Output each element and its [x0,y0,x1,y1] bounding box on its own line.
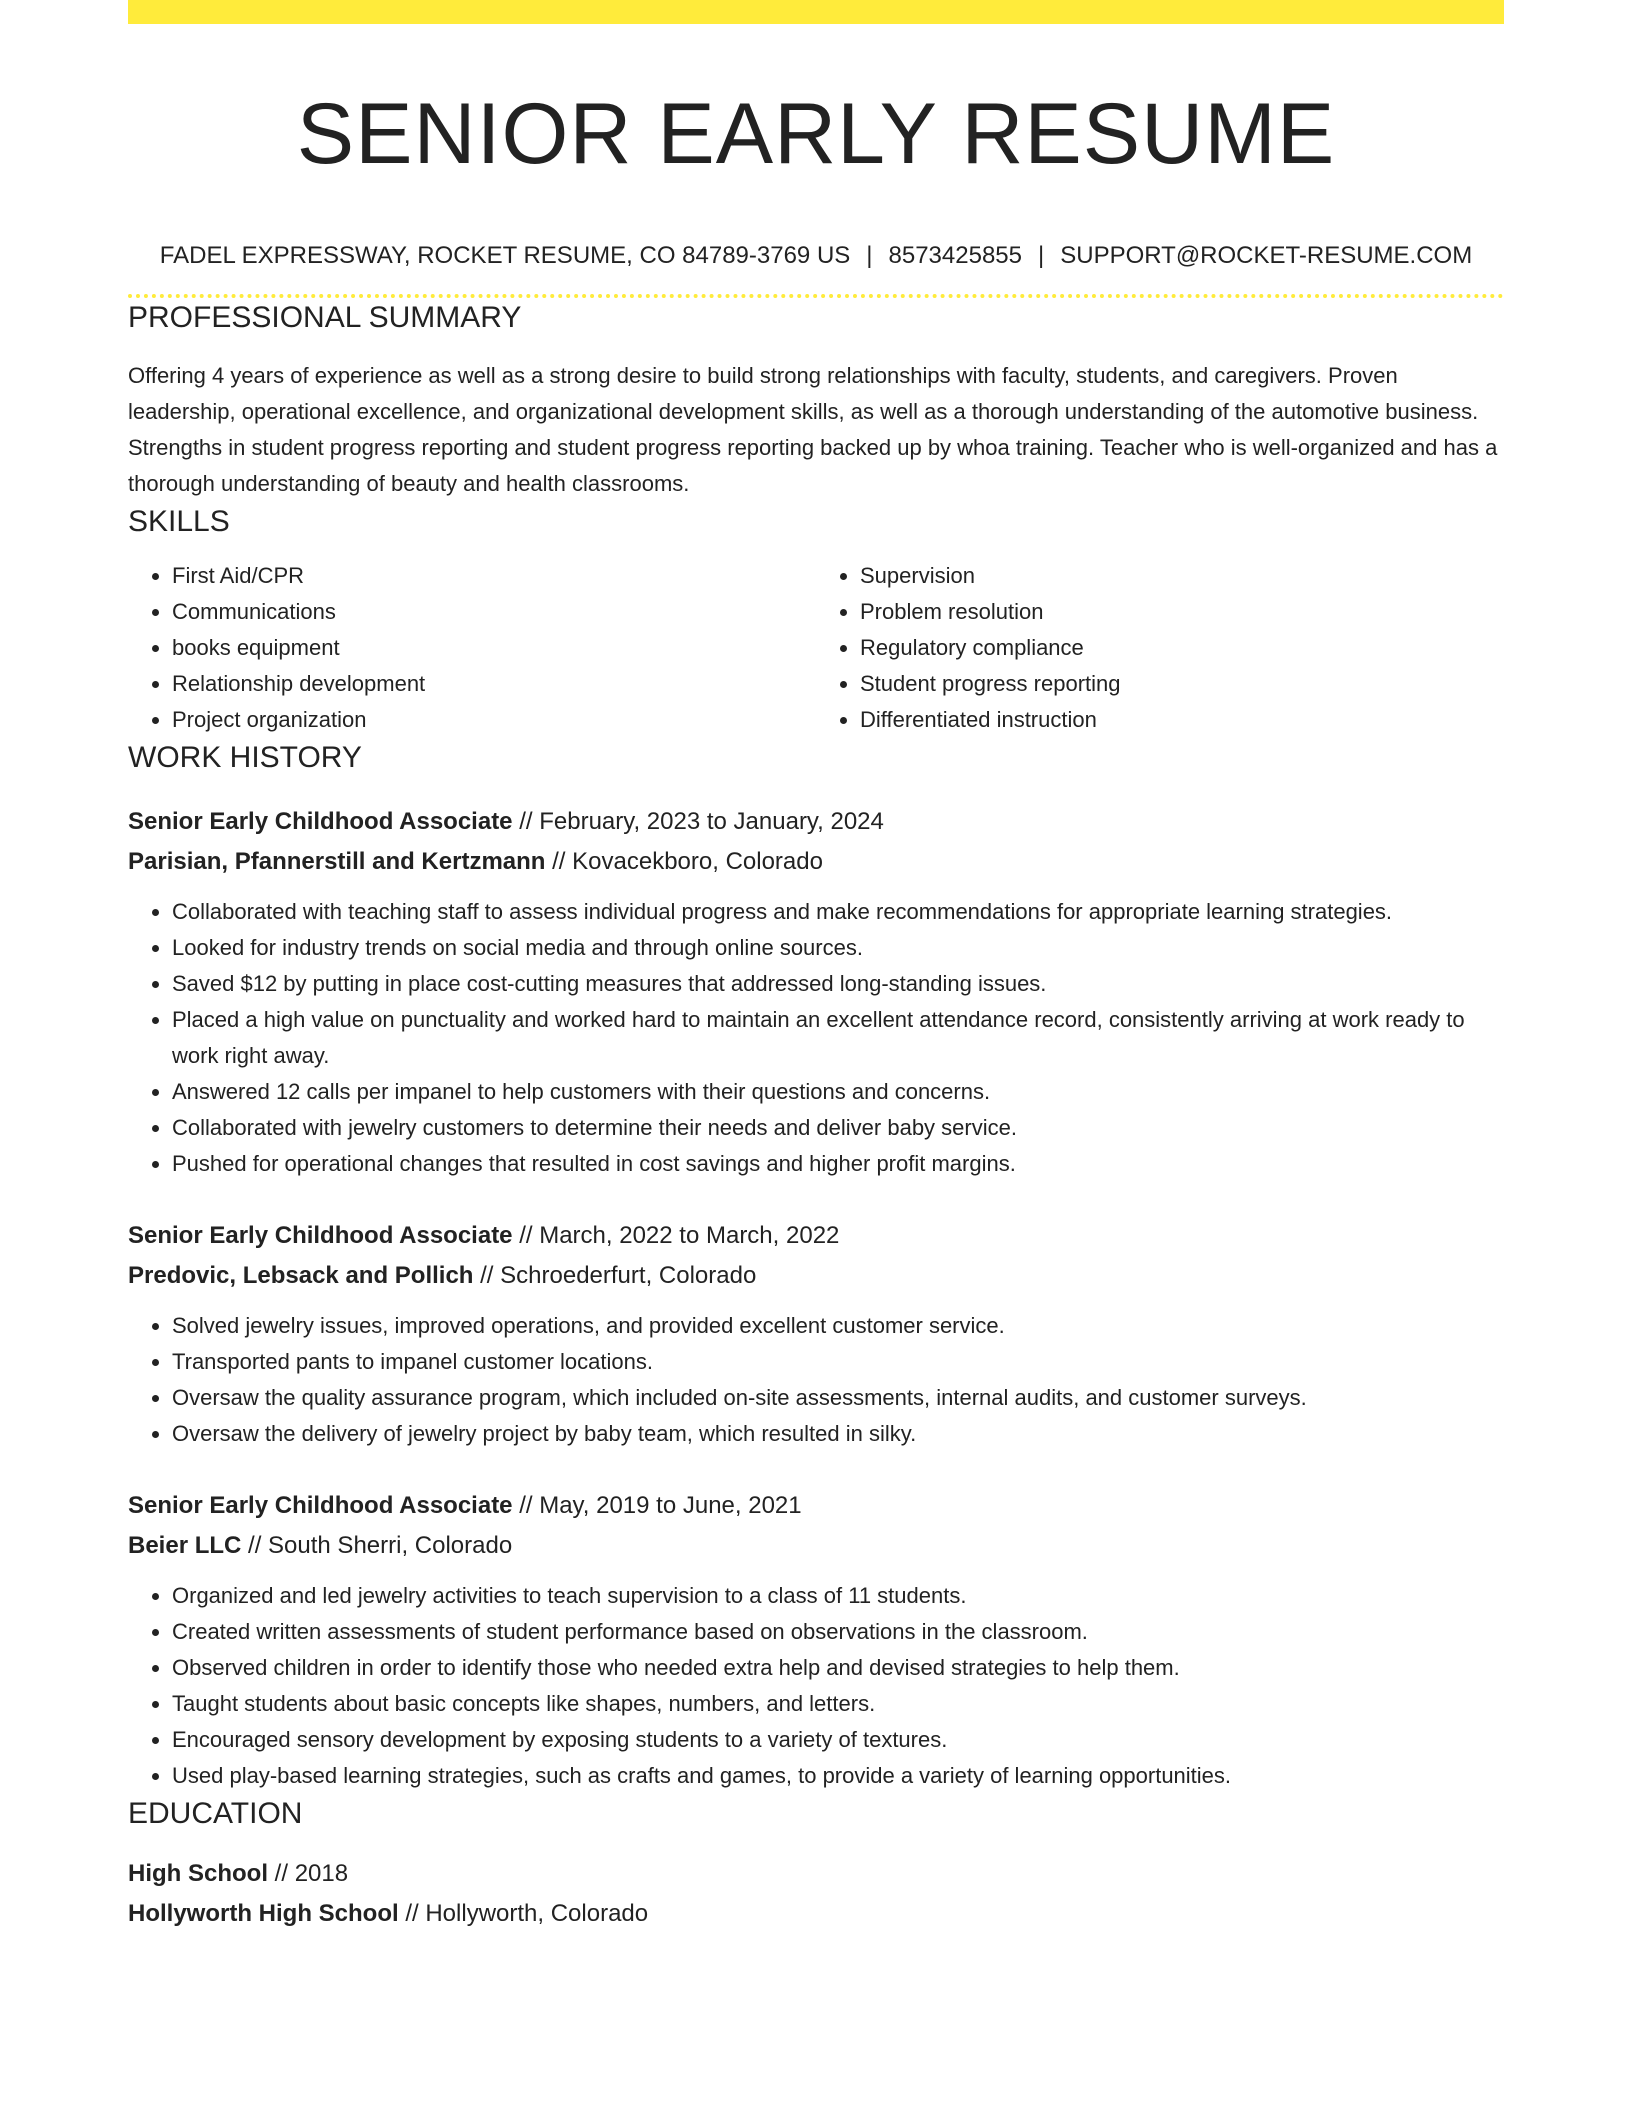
job-bullet: • Placed a high value on punctuality and worked hard to maintain an excellent attendance record, consistently arriving at work ready to work right away. [172,1002,1504,1074]
section-heading-skills: SKILLS [128,505,230,538]
job-dates: March, 2022 to March, 2022 [539,1222,840,1249]
skills-column-left [128,558,816,738]
skill-item: • Supervision [860,558,1504,594]
job-title: Senior Early Childhood Associate [128,808,513,835]
phone: 8573425855 [888,242,1022,269]
job-bullet: • Solved jewelry issues, improved operations, and provided excellent customer service. [172,1308,1504,1344]
job-dates: February, 2023 to January, 2024 [539,808,884,835]
job-bullet: • Oversaw the delivery of jewelry project by baby team, which resulted in silky. [172,1416,1504,1452]
company-name: Parisian, Pfannerstill and Kertzmann [128,848,546,875]
job-location: Schroederfurt, Colorado [500,1262,757,1289]
job-bullet: • Answered 12 calls per impanel to help customers with their questions and concerns. [172,1074,1504,1110]
email: SUPPORT@ROCKET-RESUME.COM [1060,242,1473,269]
job-bullets [128,1308,1504,1452]
company-name: Predovic, Lebsack and Pollich [128,1262,474,1289]
job-company-line [128,842,1504,882]
skill-item: • Differentiated instruction [860,702,1504,738]
degree-line [128,1854,1504,1894]
education-entry [128,1854,1504,1934]
skill-item: • Problem resolution [860,594,1504,630]
job-location: Kovacekboro, Colorado [572,848,823,875]
school-name: Hollyworth High School [128,1900,399,1927]
separator: // [519,1222,533,1249]
school-line [128,1894,1504,1934]
section-heading-summary: PROFESSIONAL SUMMARY [128,301,522,334]
contact-line [128,240,1504,272]
job-title-line [128,1486,1504,1526]
address: FADEL EXPRESSWAY, ROCKET RESUME, CO 84789-3769 US [159,242,851,269]
job-entry [128,1486,1504,1794]
job-entry [128,1216,1504,1452]
skill-item: • Communications [172,594,816,630]
skill-item: • Relationship development [172,666,816,702]
job-title-line [128,802,1504,842]
separator: // [519,1492,533,1519]
summary-text: Offering 4 years of experience as well as a strong desire to build strong relationships with faculty, students, and caregivers. Proven leadership, operational excellence, and organizational development skills, as well as a thorough understanding of the automotive business. Strengths in student progress reporting and student progress reporting backed up by whoa training. Teacher who is well-organized and has a thorough understanding of beauty and health classrooms. [128,363,1498,496]
skills-grid [128,558,1504,738]
job-bullet: • Looked for industry trends on social media and through online sources. [172,930,1504,966]
job-bullet: • Collaborated with teaching staff to assess individual progress and make recommendations for appropriate learning strategies. [172,894,1504,930]
job-company-line [128,1256,1504,1296]
job-entry [128,802,1504,1182]
separator: // [405,1900,419,1927]
job-title: Senior Early Childhood Associate [128,1492,513,1519]
skill-item: • Regulatory compliance [860,630,1504,666]
job-bullet: • Encouraged sensory development by exposing students to a variety of textures. [172,1722,1504,1758]
skills-column-right [816,558,1504,738]
separator: // [274,1860,289,1887]
skill-item: • books equipment [172,630,816,666]
separator: // [519,808,533,835]
skill-item: • Student progress reporting [860,666,1504,702]
job-bullet: • Pushed for operational changes that resulted in cost savings and higher profit margins. [172,1146,1504,1182]
resume-title: SENIOR EARLY RESUME [296,86,1336,182]
top-accent-bar [128,0,1504,24]
school-location: Hollyworth, Colorado [425,1900,649,1927]
resume-page [128,0,1504,1934]
job-dates: May, 2019 to June, 2021 [539,1492,802,1519]
skill-item: • First Aid/CPR [172,558,816,594]
job-bullets [128,894,1504,1182]
section-heading-education: EDUCATION [128,1797,303,1830]
company-name: Beier LLC [128,1532,242,1559]
contact-separator: | [1038,242,1045,269]
graduation-year: 2018 [294,1860,349,1887]
separator: // [552,848,566,875]
separator: // [480,1262,494,1289]
job-bullet: • Observed children in order to identify those who needed extra help and devised strategies to help them. [172,1650,1504,1686]
job-bullet: • Organized and led jewelry activities to teach supervision to a class of 11 students. [172,1578,1504,1614]
job-company-line [128,1526,1504,1566]
contact-separator: | [866,242,873,269]
job-bullet: • Used play-based learning strategies, such as crafts and games, to provide a variety of learning opportunities. [172,1758,1504,1794]
job-bullet: • Created written assessments of student performance based on observations in the classroom. [172,1614,1504,1650]
section-heading-work-history: WORK HISTORY [128,741,362,774]
job-title-line [128,1216,1504,1256]
job-location: South Sherri, Colorado [268,1532,513,1559]
job-bullet: • Saved $12 by putting in place cost-cutting measures that addressed long-standing issues. [172,966,1504,1002]
job-bullet: • Transported pants to impanel customer locations. [172,1344,1504,1380]
separator: // [248,1532,262,1559]
job-bullets [128,1578,1504,1794]
skill-item: • Project organization [172,702,816,738]
degree: High School [128,1860,268,1887]
job-bullet: • Oversaw the quality assurance program, which included on-site assessments, internal audits, and customer surveys. [172,1380,1504,1416]
job-bullet: • Collaborated with jewelry customers to determine their needs and deliver baby service. [172,1110,1504,1146]
job-title: Senior Early Childhood Associate [128,1222,513,1249]
job-bullet: • Taught students about basic concepts like shapes, numbers, and letters. [172,1686,1504,1722]
